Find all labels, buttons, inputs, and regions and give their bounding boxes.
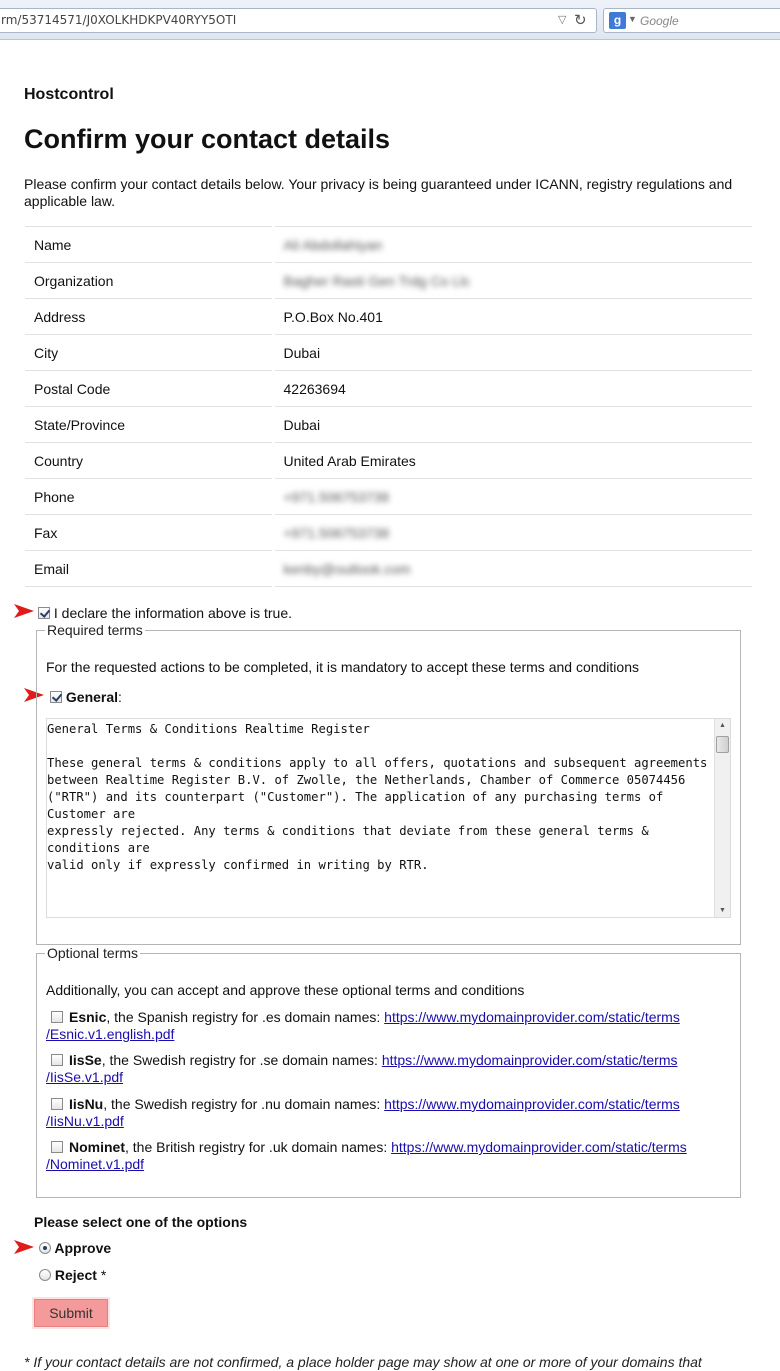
optional-term-link[interactable]: https://www.mydomainprovider.com/static/terms /Nominet.v1.pdf	[46, 1139, 687, 1172]
intro-text: Please confirm your contact details below. Your privacy is being guaranteed under ICANN, registry regulations and applicable law.	[24, 176, 733, 209]
optional-term-desc: , the British registry for .uk domain names:	[125, 1139, 392, 1155]
contact-value-cell	[273, 515, 752, 551]
optional-term-checkbox[interactable]	[51, 1011, 63, 1023]
approve-option[interactable]	[39, 1240, 111, 1256]
optional-term-link[interactable]: https://www.mydomainprovider.com/static/terms /Esnic.v1.english.pdf	[46, 1009, 680, 1042]
general-terms-textarea[interactable]	[46, 718, 731, 918]
contact-value-cell	[273, 443, 752, 479]
declare-row[interactable]	[38, 605, 292, 621]
general-terms-row[interactable]	[50, 689, 122, 705]
google-icon[interactable]: g	[609, 12, 626, 29]
contact-row	[25, 479, 752, 515]
scroll-up-icon[interactable]: ▲	[719, 722, 726, 729]
address-bar-url[interactable]: rm/53714571/J0XOLKHDKPV40RYY5OTI	[1, 13, 237, 27]
contact-value: P.O.Box No.401	[283, 308, 383, 325]
declare-label: I declare the information above is true.	[53, 605, 293, 621]
search-placeholder[interactable]: Google	[640, 14, 679, 28]
address-bar[interactable]	[0, 8, 597, 33]
contact-value-cell	[273, 227, 752, 263]
optional-term-link[interactable]: https://www.mydomainprovider.com/static/terms /IisSe.v1.pdf	[46, 1052, 678, 1085]
contact-row	[25, 299, 752, 335]
optional-term-item	[46, 1052, 736, 1086]
approve-label: Approve	[54, 1240, 112, 1256]
contact-value: +971.506753738	[283, 524, 389, 541]
optional-term-checkbox[interactable]	[51, 1141, 63, 1153]
optional-terms-note: Additionally, you can accept and approve these optional terms and conditions	[46, 982, 525, 998]
contact-value: United Arab Emirates	[283, 452, 416, 469]
optional-term-link[interactable]: https://www.mydomainprovider.com/static/terms /IisNu.v1.pdf	[46, 1096, 680, 1129]
contact-label: Phone	[25, 479, 273, 515]
contact-value: Ali Abdollahiyan	[283, 236, 383, 253]
optional-term-name: IisSe	[69, 1052, 102, 1068]
general-terms-checkbox[interactable]	[50, 691, 62, 703]
general-terms-text: General Terms & Conditions Realtime Register These general terms & conditions apply to all offers, quotations and subsequent agreements between Realtime Register B.V. of Zwolle, the Netherlands, Chamber of Commerce 05074456 ("RTR") and its counterpart ("Customer"). The application of any purchasing terms of Customer are expressly rejected. Any terms & conditions that deviate from these general terms & conditions are valid only if expressly confirmed in writing by RTR.	[47, 722, 708, 872]
reload-icon[interactable]: ↻	[574, 12, 587, 29]
optional-term-name: Nominet	[69, 1139, 125, 1155]
contact-details-table	[25, 226, 752, 587]
optional-term-name: IisNu	[69, 1096, 104, 1112]
declare-checkbox[interactable]	[38, 607, 50, 619]
contact-value: kenby@outlook.com	[283, 560, 411, 577]
reject-option[interactable]	[39, 1267, 106, 1283]
optional-term-name: Esnic	[69, 1009, 107, 1025]
contact-row	[25, 227, 752, 263]
contact-value: 42263694	[283, 380, 346, 397]
contact-label: Email	[25, 551, 273, 587]
page-title: Confirm your contact details	[24, 124, 391, 154]
contact-label: Address	[25, 299, 273, 335]
optional-term-desc: , the Swedish registry for .nu domain names:	[103, 1096, 385, 1112]
contact-value: Dubai	[283, 344, 321, 361]
brand-name: Hostcontrol	[24, 86, 114, 103]
contact-value: +971.506753738	[283, 488, 389, 505]
general-terms-colon: :	[118, 689, 122, 705]
contact-row	[25, 263, 752, 299]
optional-term-item	[46, 1009, 736, 1043]
contact-value-cell	[273, 371, 752, 407]
required-terms-note: For the requested actions to be completed, it is mandatory to accept these terms and conditions	[46, 659, 639, 675]
search-bar[interactable]	[603, 8, 780, 33]
contact-label: Postal Code	[25, 371, 273, 407]
contact-label: Fax	[25, 515, 273, 551]
submit-button[interactable]: Submit	[34, 1299, 108, 1327]
approve-radio[interactable]	[39, 1242, 51, 1254]
contact-value: Dubai	[283, 416, 321, 433]
contact-label: Name	[25, 227, 273, 263]
footnote: * If your contact details are not confirmed, a place holder page may show at one or more of your domains that	[24, 1354, 702, 1370]
optional-term-desc: , the Swedish registry for .se domain names:	[101, 1052, 382, 1068]
contact-row	[25, 515, 752, 551]
optional-term-desc: , the Spanish registry for .es domain names:	[106, 1009, 385, 1025]
optional-term-checkbox[interactable]	[51, 1098, 63, 1110]
contact-row	[25, 371, 752, 407]
contact-row	[25, 407, 752, 443]
optional-term-checkbox[interactable]	[51, 1054, 63, 1066]
reject-radio[interactable]	[39, 1269, 51, 1281]
browser-toolbar	[0, 0, 780, 40]
contact-value-cell	[273, 335, 752, 371]
contact-row	[25, 551, 752, 587]
terms-scrollbar[interactable]	[714, 719, 730, 917]
contact-value-cell	[273, 299, 752, 335]
contact-label: Organization	[25, 263, 273, 299]
scrollbar-thumb[interactable]	[716, 736, 729, 753]
engine-dropdown-icon[interactable]: ▼	[628, 14, 637, 24]
optional-terms-legend: Optional terms	[47, 945, 139, 961]
contact-label: Country	[25, 443, 273, 479]
optional-term-item	[46, 1096, 736, 1130]
contact-value-cell	[273, 407, 752, 443]
contact-row	[25, 335, 752, 371]
reject-label: Reject	[54, 1267, 97, 1283]
history-dropdown-icon[interactable]: ▽	[558, 14, 567, 26]
options-title: Please select one of the options	[34, 1214, 248, 1230]
contact-label: State/Province	[25, 407, 273, 443]
reject-required-mark: *	[100, 1267, 107, 1283]
contact-value-cell	[273, 551, 752, 587]
contact-value-cell	[273, 263, 752, 299]
general-terms-label: General	[65, 689, 119, 705]
contact-row	[25, 443, 752, 479]
contact-label: City	[25, 335, 273, 371]
contact-value-cell	[273, 479, 752, 515]
contact-value: Bagher Rasti Gen Trdg Co Llc	[283, 272, 471, 289]
scroll-down-icon[interactable]: ▼	[719, 907, 726, 914]
optional-term-item	[46, 1139, 736, 1173]
required-terms-legend: Required terms	[47, 622, 143, 638]
